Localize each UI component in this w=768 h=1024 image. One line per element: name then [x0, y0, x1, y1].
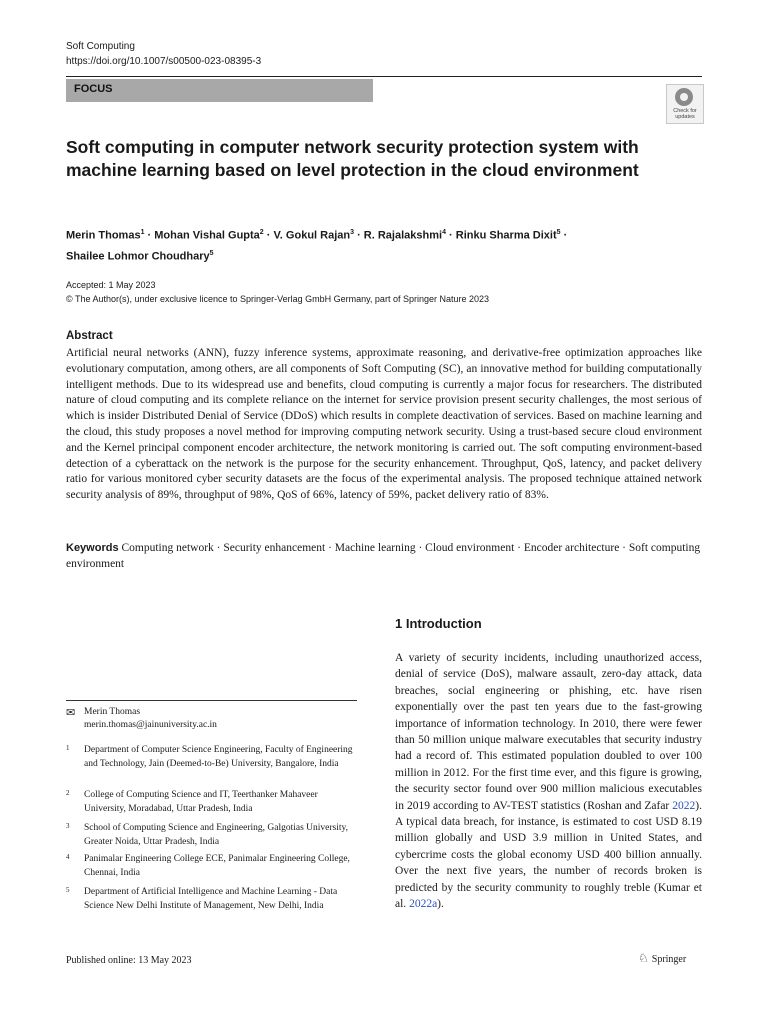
section-heading-introduction: 1 Introduction	[395, 616, 482, 631]
author-name[interactable]: Rinku Sharma Dixit	[455, 229, 557, 242]
author-affiliation-ref: 4	[442, 229, 446, 236]
affiliation-number: 1	[66, 744, 70, 752]
corresponding-author-email[interactable]: merin.thomas@jainuniversity.ac.in	[84, 720, 217, 730]
author-list: Merin Thomas$^1$ · Mohan Vishal Gupta$^2$ · V. Gokul Rajan$^3$ · R. Rajalakshmi$^4$ · Rinku Sharma Dixit$^5$ · Shailee Lohmor Choudhary$^5$	[66, 229, 568, 263]
intro-text-part: A variety of security incidents, including unauthorized access, denial of service (DoS), malware assault, zero-day attack, data breaches, social engineering or phishing, etc. have risen exponentially over the past ten years due to the fast-growing importance of information technology. In 2010, there were fewer than 50 million unique malware executables that security industry had a record of. This estimated population doubled to over 100 million in 2012. For the first time ever, and this figure is growing, the security sector found over 900 million malicious executables in 2019 according to AV-TEST statistics (Roshan and Zafar	[395, 652, 702, 812]
journal-name: Soft Computing	[66, 41, 135, 52]
keywords-label: Keywords	[66, 542, 119, 554]
copyright-notice: © The Author(s), under exclusive licence to Springer-Verlag GmbH Germany, part of Springer Nature 2023	[66, 294, 489, 304]
author-affiliation-ref: 1	[140, 229, 145, 236]
affiliation-number: 4	[66, 853, 70, 861]
springer-horse-icon: ♘	[638, 951, 649, 965]
check-updates-label: Check for updates	[673, 108, 697, 120]
author-affiliation-ref: 2	[259, 229, 264, 236]
keywords-list: Computing network · Security enhancement · Machine learning · Cloud environment · Encoder architecture · Soft computing environment	[66, 542, 701, 570]
intro-text-part: ).	[437, 898, 444, 911]
affiliation-number: 5	[66, 886, 70, 894]
article-title: Soft computing in computer network security protection system with machine learning based on level protection in the cloud environment	[66, 137, 639, 180]
envelope-icon: ✉	[66, 707, 76, 719]
affiliation-text: College of Computing Science and IT, Teerthanker Mahaveer University, Moradabad, Uttar Pradesh, India	[84, 790, 318, 814]
corresponding-author-name: Merin Thomas	[84, 707, 141, 717]
author-name[interactable]: Mohan Vishal Gupta	[154, 229, 260, 242]
intro-text-part: ). A typical data breach, for instance, is estimated to cost USD 8.19 million globally and USD 3.9 million in United States, and cybercrime costs the global economy USD 400 billion annually. Over the next five years, the number of records broken is predicted by the security community to roughly treble (Kumar et al.	[395, 799, 702, 911]
publisher-logo	[638, 951, 686, 966]
keywords	[66, 540, 702, 572]
published-date: Published online: 13 May 2023	[66, 955, 192, 966]
affiliation-number: 2	[66, 789, 70, 797]
author-name[interactable]: R. Rajalakshmi	[363, 229, 443, 242]
check-for-updates-badge[interactable]	[666, 84, 704, 124]
abstract-heading: Abstract	[66, 330, 113, 342]
affiliation-text: School of Computing Science and Engineering, Galgotias University, Greater Noida, Uttar Pradesh, India	[84, 823, 349, 847]
affiliation-number: 3	[66, 822, 70, 830]
author-affiliation-ref: 5	[209, 249, 214, 257]
footnote-rule	[66, 700, 357, 701]
author-name[interactable]: Merin Thomas	[66, 229, 141, 242]
header-rule	[66, 76, 702, 77]
author-affiliation-ref: 5	[556, 229, 561, 236]
citation-link[interactable]: 2022	[672, 799, 696, 812]
introduction-paragraph	[395, 650, 702, 913]
author-affiliation-ref: 3	[350, 229, 355, 236]
doi-link[interactable]: https://doi.org/10.1007/s00500-023-08395-3	[66, 56, 262, 67]
check-updates-icon	[675, 88, 693, 106]
affiliation-text: Panimalar Engineering College ECE, Panimalar Engineering College, Chennai, India	[84, 854, 350, 878]
abstract-text: Artificial neural networks (ANN), fuzzy inference systems, approximate reasoning, and derivative-free optimization approaches like evolutionary computation, among others, are all components of Soft Computing (SC), an innovative method for building computationally intelligent methods. Due to its widespread use and benefits, cloud computing is currently a major focus for researchers. The distributed nature of cloud computing and its complete reliance on the internet for service provision present security challenges, the most serious of which is insider Distributed Denial of Service (DDoS) which results in complete deactivation of services. Based on machine learning and the cloud, this study proposes a novel method for improving computing network security. Using a trust-based secure cloud environment and the Kernel principal component encoder architecture, the network monitoring is carried out. The soft computing environment-based detection of a cyberattack on the network is the purpose for the security enhancement. Throughput, QoS, latency, and packet delivery ratio for various monitored cyber security datasets are the focus of the experimental analysis. The proposed technique attained network security analysis of 89%, throughput of 98%, QoS of 66%, latency of 59%, packet delivery ratio of 83%.	[66, 347, 702, 502]
section-label: FOCUS	[74, 83, 113, 95]
section-banner	[66, 79, 373, 102]
accepted-date: Accepted: 1 May 2023	[66, 280, 156, 290]
citation-link[interactable]: 2022a	[409, 898, 438, 911]
affiliation-text: Department of Artificial Intelligence and Machine Learning - Data Science New Delhi Institute of Management, New Delhi, India	[84, 887, 338, 911]
author-name[interactable]: Shailee Lohmor Choudhary	[66, 250, 210, 263]
author-name[interactable]: V. Gokul Rajan	[273, 229, 351, 242]
affiliation-text: Department of Computer Science Engineering, Faculty of Engineering and Technology, Jain (Deemed-to-Be) University, Bangalore, India	[84, 745, 353, 769]
publisher-name: Springer	[651, 954, 687, 965]
